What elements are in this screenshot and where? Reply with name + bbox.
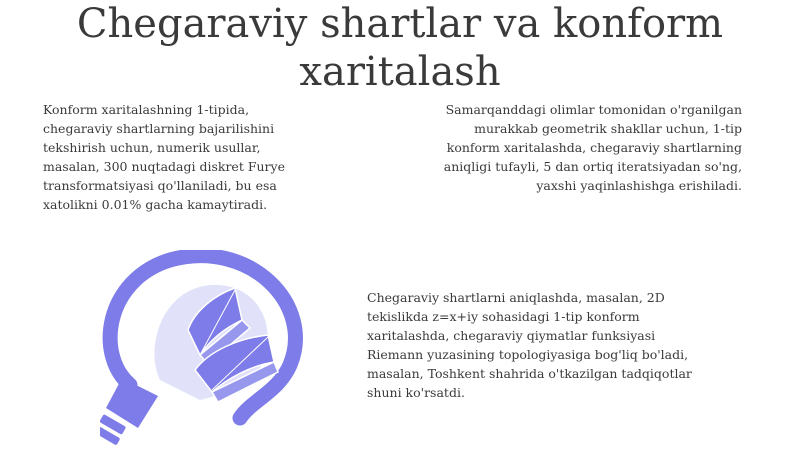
text-line: Riemann yuzasining topologiyasiga bog'liq bo'ladi, (367, 347, 689, 362)
title-line: xaritalash (299, 49, 501, 95)
text-line: masalan, Toshkent shahrida o'tkazilgan tadqiqotlar (367, 366, 692, 381)
paragraph-left-top (43, 100, 343, 214)
text-line: konform xaritalashda, chegaraviy shartlarning (446, 140, 742, 155)
text-line: aniqligi tufayli, 5 dan ortiq iteratsiyadan so'ng, (443, 159, 742, 174)
text-line: Samarqanddagi olimlar tomonidan o'rganilgan (445, 102, 742, 117)
text-line: yaxshi yaqinlashishga erishiladi. (536, 178, 742, 193)
title-line: Chegaraviy shartlar va konform (76, 1, 724, 47)
text-line: masalan, 300 nuqtadagi diskret Furye (43, 159, 285, 174)
bulb-base (100, 378, 158, 445)
text-line: Konform xaritalashning 1-tipida, (43, 102, 250, 117)
text-line: xaritalashda, chegaraviy qiymatlar funksiyasi (367, 328, 656, 343)
text-line: shuni ko'rsatdi. (367, 385, 465, 400)
lightbulb-book-icon (100, 250, 310, 450)
paragraph-right-bottom (367, 288, 742, 402)
text-line: tekshirish uchun, numerik usullar, (43, 140, 261, 155)
text-line: chegaraviy shartlarning bajarilishini (43, 121, 275, 136)
text-line: transformatsiyasi qo'llaniladi, bu esa (43, 178, 277, 193)
paragraph-right-top (400, 100, 742, 195)
text-line: murakkab geometrik shakllar uchun, 1-tip (474, 121, 742, 136)
text-line: xatolikni 0.01% gacha kamaytiradi. (43, 197, 268, 212)
text-line: Chegaraviy shartlarni aniqlashda, masalan, 2D (367, 290, 665, 305)
text-line: tekislikda z=x+iy sohasidagi 1-tip konform (367, 309, 640, 324)
slide-title (0, 0, 800, 96)
